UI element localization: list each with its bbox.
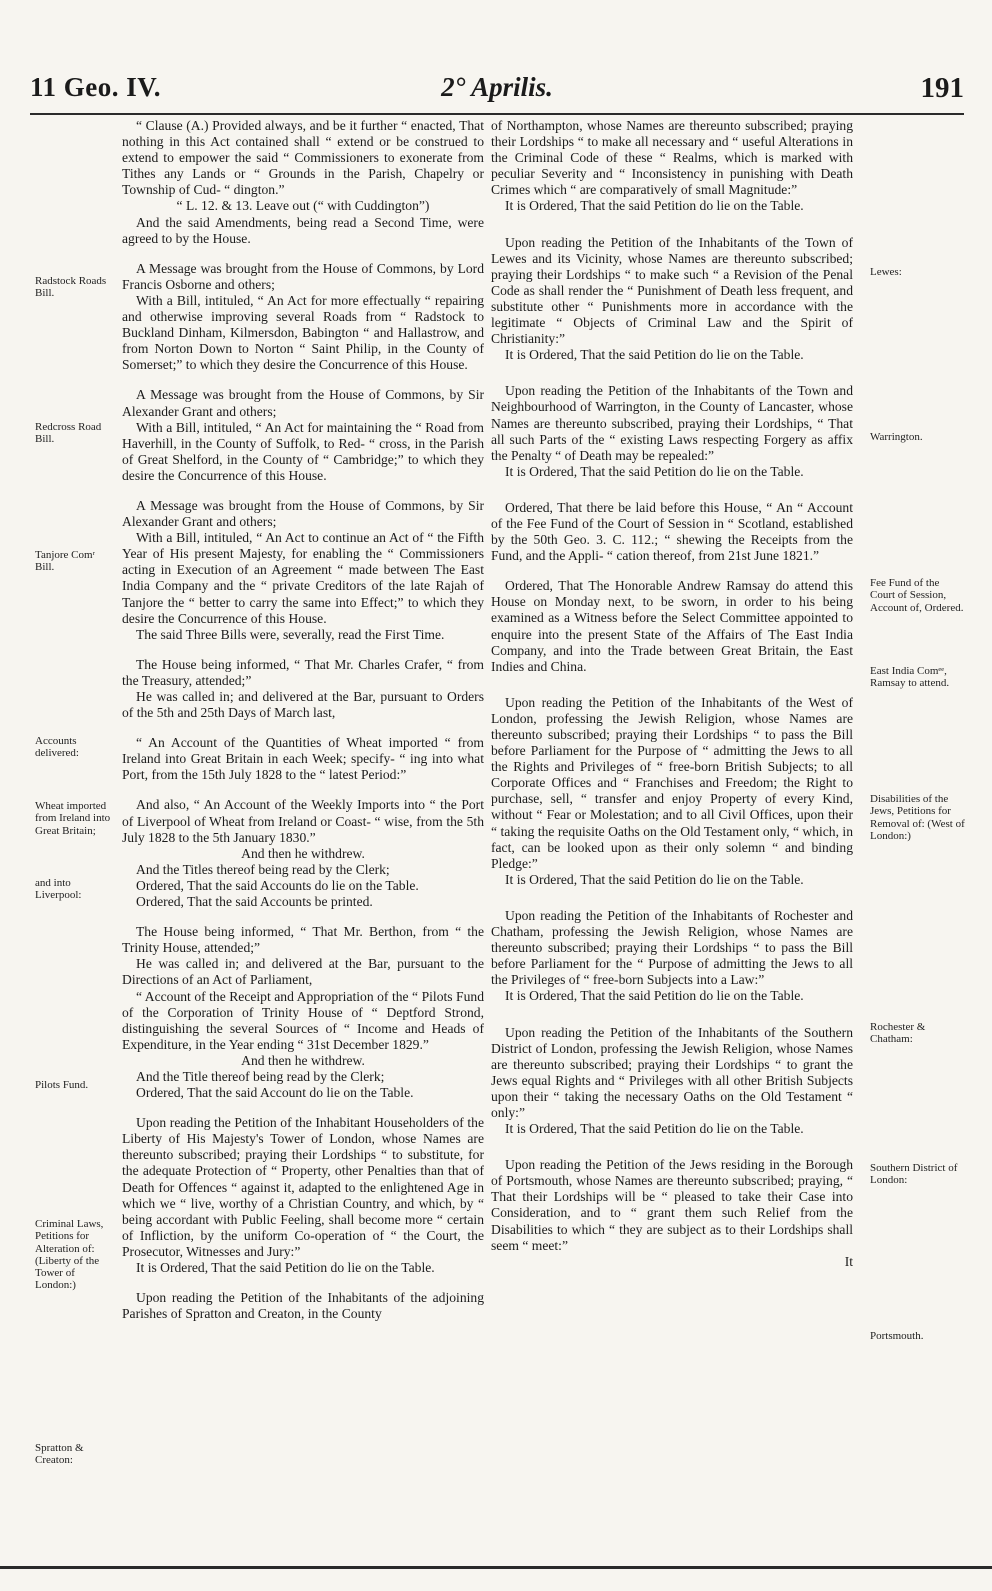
paragraph: Upon reading the Petition of the Inhabitants of the Southern District of London, professing the Jewish Religion, whose Names are thereunto subscribed; praying their Lordships “ to grant the Jews equal Rights and “ Privileges with all other British Subjects upon their “ taking the necessary Oaths on the Old Testament “ only:” xyxy=(491,1024,853,1120)
bottom-rule xyxy=(0,1566,992,1569)
margin-note-portsmouth: Portsmouth. xyxy=(870,1330,924,1342)
margin-note-warrington: Warrington. xyxy=(870,431,923,443)
paragraph: He was called in; and delivered at the Bar, pursuant to the Directions of an Act of Parliament, xyxy=(122,956,484,988)
paragraph: The House being informed, “ That Mr. Charles Crafer, “ from the Treasury, attended;” xyxy=(122,656,484,688)
paragraph: Ordered, That the said Accounts do lie on the Table. xyxy=(136,877,419,893)
paragraph: “ Clause (A.) Provided always, and be it further “ enacted, That nothing in this Act contained shall “ extend or be construed to extend to empower the said “ Commissioners to exonerate from Tithes any Lands or “ Grounds in the Parish, Chapelry or Township of Cud- “ dington.” xyxy=(122,118,484,198)
paragraph: It is Ordered, That the said Petition do lie on the Table. xyxy=(505,988,804,1004)
paragraph: Upon reading the Petition of the Inhabitants of the adjoining Parishes of Spratton and Creaton, in the County xyxy=(122,1290,484,1322)
paragraph: It is Ordered, That the said Petition do lie on the Table. xyxy=(505,871,804,887)
header-page-number: 191 xyxy=(920,72,964,104)
paragraph: Upon reading the Petition of the Inhabitants of the West of London, professing the Jewish Religion, whose Names are thereunto subscribed; praying their Lordships “ to pass the Bill before Parliament for the Purpose of “ admitting the Jews to all the Rights and Privileges of “ free-born British Subjects; to all Corporate Offices and “ Franchises and Freedom; the Right to purchase, sell, “ transfer and enjoy Property of every Kind, without “ Fear or Molestation; and to all Civil Offices, upon their “ taking the requisite Oaths on the Old Testament only, “ which, in fact, can be looked upon as their only solemn “ and binding Pledge:” xyxy=(491,694,853,871)
paragraph: Upon reading the Petition of the Inhabitant Householders of the Liberty of His Majesty's Tower of London, whose Names are thereunto subscribed; praying their Lordships “ to substitute, for the adequate Protection of “ Property, other Penalties than that of Death for Offences “ against it, adapted to the enlightened Age in which we “ live, worthy of a Christian Country, and which, by “ being accordant with Public Feeling, shall become more “ certain of Infliction, by the uniform Co-operation of “ the Court, the Prosecutor, Witnesses and Jury:” xyxy=(122,1115,484,1259)
page-header xyxy=(30,72,964,108)
paragraph: With a Bill, intituled, “ An Act to continue an Act of “ the Fifth Year of His present Majesty, for enabling the “ Commissioners acting in Execution of an Agreement “ made between The East India Company and the “ private Creditors of the late Rajah of Tanjore the “ better to carry the same into Effect;” to which they desire the Concurrence of this House. xyxy=(122,530,484,626)
paragraph: It is Ordered, That the said Petition do lie on the Table. xyxy=(505,463,804,479)
margin-note-rochester: Rochester & Chatham: xyxy=(870,1021,926,1046)
header-date: 2° Aprilis. xyxy=(441,72,553,102)
margin-note-accounts: Accounts delivered: xyxy=(35,735,79,760)
paragraph: And the Titles thereof being read by the Clerk; xyxy=(136,861,390,877)
paragraph: And the Title thereof being read by the Clerk; xyxy=(136,1068,385,1084)
paragraph: Ordered, That the said Accounts be printed. xyxy=(136,894,373,910)
paragraph: of Northampton, whose Names are thereunto subscribed; praying their Lordships “ to make all necessary and “ useful Alterations in the Criminal Code of these “ Realms, which is marked with peculiar Severity and “ Inconsistency in punishing with Death Crimes which “ are comparatively of small Magnitude:” xyxy=(491,118,853,198)
paragraph: It is Ordered, That the said Petition do lie on the Table. xyxy=(136,1260,435,1275)
paragraph: And also, “ An Account of the Weekly Imports into “ the Port of Liverpool of Wheat from Ireland or Coast- “ wise, from the 5th July 1828 to the 5th January 1830.” xyxy=(122,797,484,845)
paragraph: “ An Account of the Quantities of Wheat imported “ from Ireland into Great Britain in each Week; specify- “ ing into what Port, from the 15th July 1828 to the “ latest Period:” xyxy=(122,735,484,783)
paragraph: A Message was brought from the House of Commons, by Sir Alexander Grant and others; xyxy=(122,497,484,530)
margin-note-pilots: Pilots Fund. xyxy=(35,1079,89,1091)
margin-note-east-india: East India Comᵉᵉ, Ramsay to attend. xyxy=(870,665,950,690)
paragraph: The said Three Bills were, severally, read the First Time. xyxy=(136,626,445,642)
header-rule xyxy=(30,113,964,115)
header-regnal-year: 11 Geo. IV. xyxy=(30,72,162,102)
paragraph: He was called in; and delivered at the Bar, pursuant to Orders of the 5th and 25th Days of March last, xyxy=(122,689,484,721)
paragraph: It is Ordered, That the said Petition do lie on the Table. xyxy=(505,1121,804,1137)
margin-note-redcross: Redcross Road Bill. xyxy=(35,421,102,446)
paragraph: It is Ordered, That the said Petition do lie on the Table. xyxy=(505,347,804,363)
margin-note-lewes: Lewes: xyxy=(870,266,902,278)
paragraph: Ordered, That there be laid before this House, “ An “ Account of the Fee Fund of the Court of Session in “ Scotland, established by the 50th Geo. 3. C. 112.; “ shewing the Receipts from the Fund, and the Appli- “ cation thereof, from 21st June 1821.” xyxy=(491,499,853,564)
paragraph: Ordered, That the said Account do lie on the Table. xyxy=(136,1085,414,1101)
column-right xyxy=(491,118,853,1558)
margin-note-criminal: Criminal Laws, Petitions for Alteration of: (Liberty of the Tower of London:) xyxy=(35,1218,104,1292)
paragraph: “ L. 12. & 13. Leave out (“ with Cuddington”) xyxy=(176,198,430,214)
paragraph: Ordered, That The Honorable Andrew Ramsay do attend this House on Monday next, to be sworn, in order to his being examined as a Witness before the Select Committee appointed to enquire into the present State of the Affairs of The East India Company, and into the Trade between Great Britain, the East Indies and China. xyxy=(491,578,853,674)
paragraph: Upon reading the Petition of the Inhabitants of the Town and Neighbourhood of Warrington, in the County of Lancaster, whose Names are thereunto subscribed, praying their Lordships, “ That all such Parts of the “ existing Laws respecting Forgery as affix the Penalty “ of Death may be repealed:” xyxy=(491,383,853,463)
margin-note-wheat: Wheat imported from Ireland into Great Britain; xyxy=(35,800,111,837)
paragraph: A Message was brought from the House of Commons, by Sir Alexander Grant and others; xyxy=(122,387,484,419)
margin-note-tanjore: Tanjore Comʳ Bill. xyxy=(35,549,95,574)
margin-note-fee-fund: Fee Fund of the Court of Session, Account of, Ordered. xyxy=(870,577,964,614)
margin-note-liverpool: and into Liverpool: xyxy=(35,877,82,902)
paragraph: Upon reading the Petition of the Inhabitants of the Town of Lewes and its Vicinity, whose Names are thereunto subscribed; praying their Lordships “ to make such “ a Revision of the Penal Code as shall render the “ Punishment of Death less frequent, and substitute other “ Punishments more in accordance with the legitimate “ Objects of Criminal Law and the Spirit of Christianity:” xyxy=(491,234,853,347)
paragraph: The House being informed, “ That Mr. Berthon, from “ the Trinity House, attended;” xyxy=(122,924,484,956)
margin-note-spratton: Spratton & Creaton: xyxy=(35,1442,84,1467)
paragraph: And then he withdrew. xyxy=(241,1052,365,1068)
paragraph: Upon reading the Petition of the Inhabitants of Rochester and Chatham, professing the Jewish Religion, whose Names are thereunto subscribed; praying their Lordships “ to pass the Bill before Parliament for the “ Purpose of admitting the Jews to all the Privileges of “ free-born Subjects into a Law:” xyxy=(491,907,853,988)
paragraph: It is Ordered, That the said Petition do lie on the Table. xyxy=(505,198,804,214)
paragraph: And the said Amendments, being read a Second Time, were agreed to by the House. xyxy=(122,214,484,246)
paragraph: “ Account of the Receipt and Appropriation of the “ Pilots Fund of the Corporation of Trinity House of “ Deptford Strond, distinguishing the several Sources of “ Income and Heads of Expenditure, in the Year ending “ 31st December 1829.” xyxy=(122,988,484,1052)
catchword: It xyxy=(844,1253,853,1269)
paragraph: And then he withdrew. xyxy=(241,845,365,861)
paragraph: A Message was brought from the House of Commons, by Lord Francis Osborne and others; xyxy=(122,260,484,292)
paragraph: Upon reading the Petition of the Jews residing in the Borough of Portsmouth, whose Names are thereunto subscribed; praying, “ That their Lordships will be “ pleased to take their Case into Consideration, and to “ grant them such Relief from the Disabilities to which “ they are subject as to their Lordships shall seem “ meet:” xyxy=(491,1157,853,1253)
column-left xyxy=(122,118,484,1558)
margin-note-disabilities: Disabilities of the Jews, Petitions for Removal of: (West of London:) xyxy=(870,793,965,842)
paragraph: With a Bill, intituled, “ An Act for more effectually “ repairing and otherwise improving several Roads from “ Radstock to Buckland Dinham, Kilmersdon, Babington “ and Hallastrow, and from Norton Down to Norton “ Saint Philip, in the County of Somerset;” to which they desire the Concurrence of this House. xyxy=(122,292,484,373)
margin-note-southern: Southern District of London: xyxy=(870,1162,958,1187)
paragraph: With a Bill, intituled, “ An Act for maintaining the “ Road from Haverhill, in the County of Suffolk, to Red- “ cross, in the Parish of Great Shelford, in the County of “ Cambridge;” to which they desire the Concurrence of this House. xyxy=(122,419,484,483)
margin-note-radstock: Radstock Roads Bill. xyxy=(35,275,107,300)
